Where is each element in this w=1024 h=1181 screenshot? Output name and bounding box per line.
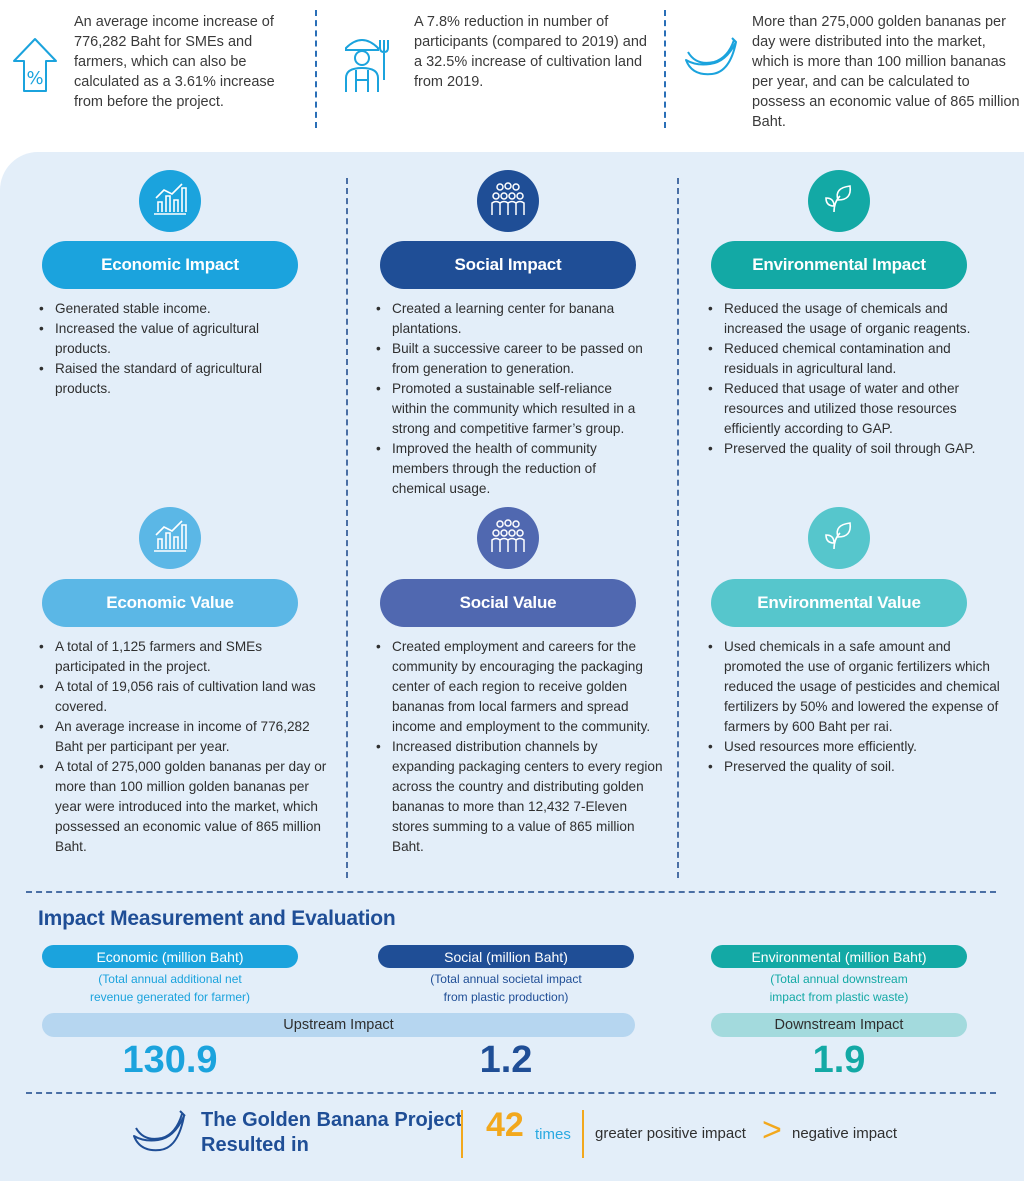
environmental-value-list xyxy=(706,637,1000,777)
negative-impact-label: negative impact xyxy=(792,1125,898,1142)
environmental-impact-list xyxy=(706,299,996,459)
social-value-list xyxy=(374,637,664,857)
social-measure-label: Social (million Baht) xyxy=(378,945,634,968)
banana-icon xyxy=(682,36,738,85)
column-divider xyxy=(346,178,348,878)
bar-chart-icon xyxy=(152,519,188,558)
stat-income: An average income increase of 776,282 Baht for SMEs and farmers, which can also be calculated as a 3.61% increase from before the project. xyxy=(74,14,275,110)
downstream-impact-bar: Downstream Impact xyxy=(711,1013,967,1037)
environmental-measure-value: 1.9 xyxy=(812,1039,866,1081)
economic-measure-label: Economic (million Baht) xyxy=(42,945,298,968)
list-item: • Increased the value of agricultural products. xyxy=(37,319,289,359)
percent-up-arrow-icon xyxy=(12,37,58,98)
social-measure-description: (Total annual societal impact from plastic production) xyxy=(430,972,582,1004)
measurement-title: Impact Measurement and Evaluation xyxy=(38,907,396,930)
economic-impact-icon-circle xyxy=(139,170,201,232)
section-divider xyxy=(26,1092,996,1094)
list-item: • Used chemicals in a safe amount and promoted the use of organic fertilizers which reduced the usage of pesticides and chemical fertilizers by 50% and lowered the expense of farmers by 600 Baht per rai. xyxy=(706,637,1000,737)
list-item: • Increased distribution channels by expanding packaging centers to every region across the country and distributing golden bananas to more than 12,432 7-Eleven stores summing to a value of 865 million Baht. xyxy=(374,737,664,857)
positive-impact-label: greater positive impact xyxy=(595,1125,746,1142)
top-stats-strip xyxy=(0,0,1024,152)
environmental-value-heading: Environmental Value xyxy=(711,579,967,627)
list-item: • An average increase in income of 776,282 Baht per participant per year. xyxy=(37,717,327,757)
column-divider xyxy=(677,178,679,878)
people-group-icon xyxy=(488,181,528,222)
social-value-icon-circle xyxy=(477,507,539,569)
economic-measure-description: (Total annual additional net revenue generated for farmer) xyxy=(89,972,251,1004)
economic-value-list xyxy=(37,637,327,857)
leaf-sprout-icon xyxy=(824,521,854,556)
list-item: • Raised the standard of agricultural products. xyxy=(37,359,289,399)
stat-bananas: More than 275,000 golden bananas per day were distributed into the market, which is more than 100 million bananas per year, and can be calculated to possess an economic value of 865 million Baht. xyxy=(752,14,1020,130)
environmental-value-icon-circle xyxy=(808,507,870,569)
list-item: • Improved the health of community members through the reduction of chemical usage. xyxy=(374,439,646,499)
farmer-icon xyxy=(334,36,390,99)
environmental-measure-label: Environmental (million Baht) xyxy=(711,945,967,968)
people-group-icon xyxy=(488,518,528,559)
footer-title: The Golden Banana Project Resulted in xyxy=(201,1109,463,1156)
economic-value-icon-circle xyxy=(139,507,201,569)
social-impact-heading: Social Impact xyxy=(380,241,636,289)
divider xyxy=(664,10,666,128)
social-measure-value: 1.2 xyxy=(479,1039,533,1081)
impact-multiplier-value: 42 xyxy=(486,1106,524,1144)
list-item: • Preserved the quality of soil. xyxy=(706,757,1000,777)
environmental-measure-description: (Total annual downstream impact from plastic waste) xyxy=(769,972,909,1004)
list-item: • Built a successive career to be passed on from generation to generation. xyxy=(374,339,646,379)
section-divider xyxy=(26,891,996,893)
list-item: • Preserved the quality of soil through GAP. xyxy=(706,439,996,459)
list-item: • A total of 275,000 golden bananas per day or more than 100 million golden bananas per year were introduced into the market, which possessed an economic value of 865 million Baht. xyxy=(37,757,327,857)
economic-value-heading: Economic Value xyxy=(42,579,298,627)
greater-than-symbol: > xyxy=(762,1111,782,1149)
stat-participants: A 7.8% reduction in number of participants (compared to 2019) and a 32.5% increase of cultivation land from 2019. xyxy=(414,14,647,90)
list-item: • Created a learning center for banana plantations. xyxy=(374,299,646,339)
social-value-heading: Social Value xyxy=(380,579,636,627)
list-item: • Reduced the usage of chemicals and increased the usage of organic reagents. xyxy=(706,299,996,339)
impact-multiplier-unit: times xyxy=(535,1126,571,1143)
list-item: • Used resources more efficiently. xyxy=(706,737,1000,757)
footer-divider xyxy=(582,1110,584,1158)
social-impact-icon-circle xyxy=(477,170,539,232)
environmental-impact-icon-circle xyxy=(808,170,870,232)
list-item: • Generated stable income. xyxy=(37,299,289,319)
social-impact-list xyxy=(374,299,646,499)
list-item: • Promoted a sustainable self-reliance within the community which resulted in a strong and competitive farmer’s group. xyxy=(374,379,646,439)
footer-divider xyxy=(461,1110,463,1158)
divider xyxy=(315,10,317,128)
economic-measure-value: 130.9 xyxy=(122,1039,218,1081)
list-item: • Reduced chemical contamination and residuals in agricultural land. xyxy=(706,339,996,379)
economic-impact-list xyxy=(37,299,289,399)
bar-chart-icon xyxy=(152,182,188,221)
leaf-sprout-icon xyxy=(824,184,854,219)
list-item: • Created employment and careers for the community by encouraging the packaging center of each region to receive golden bananas from local farmers and spread income and employment to the community. xyxy=(374,637,664,737)
list-item: • Reduced that usage of water and other resources and utilized those resources efficiently according to GAP. xyxy=(706,379,996,439)
banana-icon xyxy=(130,1108,186,1161)
list-item: • A total of 1,125 farmers and SMEs participated in the project. xyxy=(37,637,327,677)
economic-impact-heading: Economic Impact xyxy=(42,241,298,289)
svg-text:%: % xyxy=(26,68,44,89)
environmental-impact-heading: Environmental Impact xyxy=(711,241,967,289)
list-item: • A total of 19,056 rais of cultivation land was covered. xyxy=(37,677,327,717)
upstream-impact-bar: Upstream Impact xyxy=(42,1013,635,1037)
